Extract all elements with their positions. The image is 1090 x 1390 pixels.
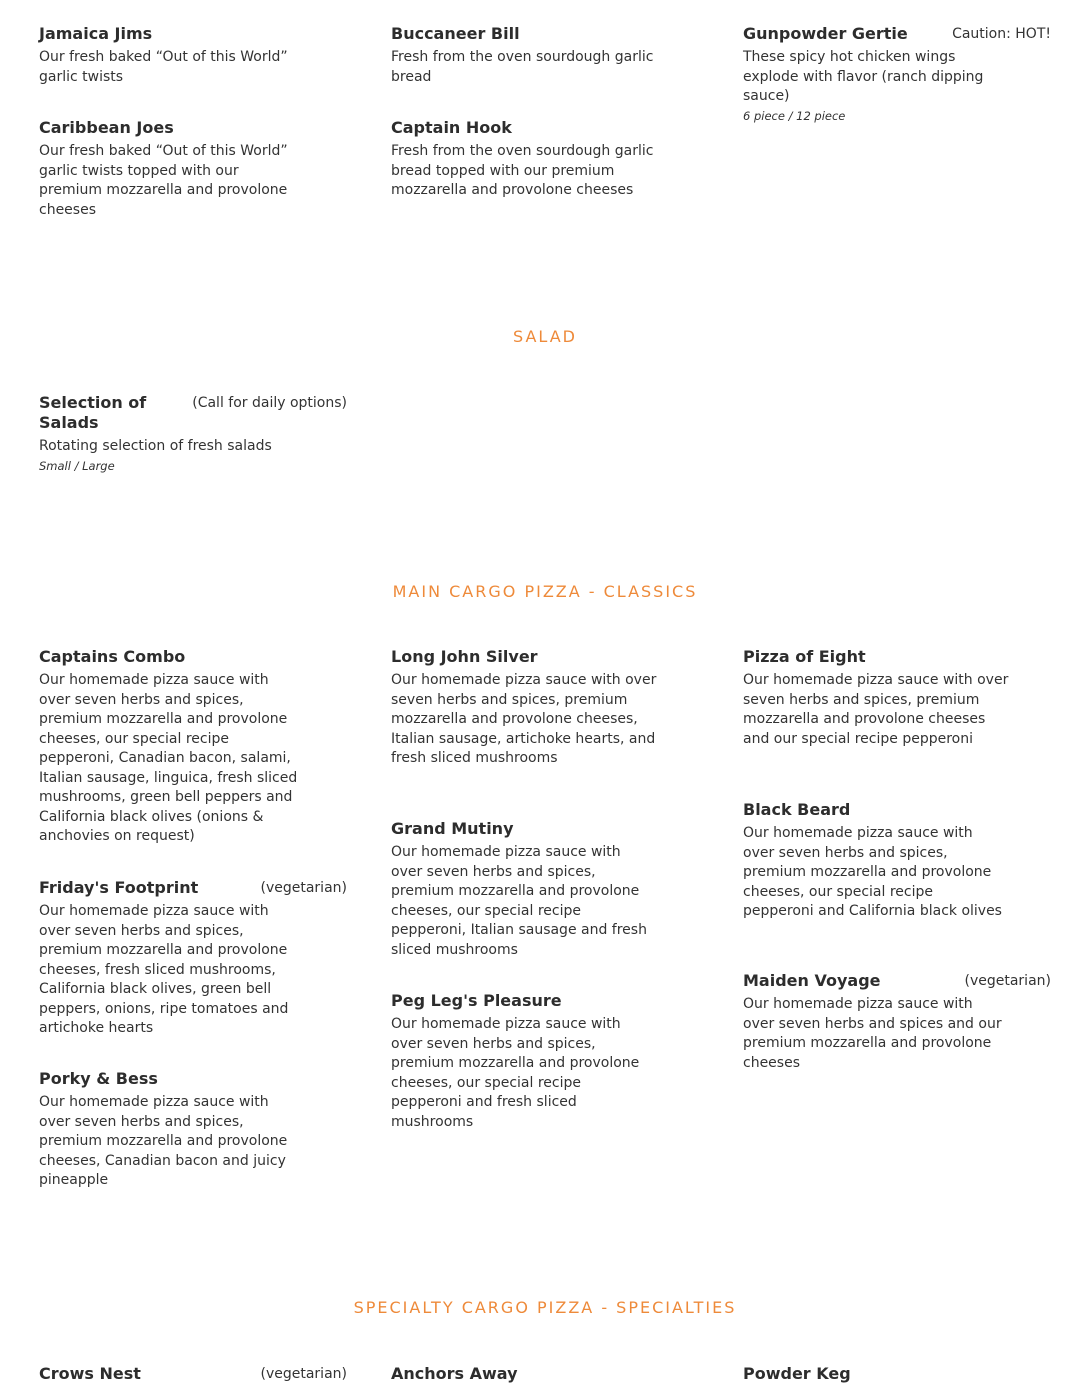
item-name: Grand Mutiny <box>391 819 514 838</box>
item-name: Pizza of Eight <box>743 647 866 666</box>
item-description: Fresh from the oven sourdough garlic bread topped with our premium mozzarella and provolone cheeses <box>391 143 654 198</box>
item-description: Our fresh baked “Out of this World” garlic twists <box>39 49 288 85</box>
menu-item <box>39 647 347 847</box>
item-name: Maiden Voyage <box>743 971 881 990</box>
item-name: Porky & Bess <box>39 1069 158 1088</box>
menu-item <box>743 647 1051 749</box>
section-title-classics: MAIN CARGO PIZZA - CLASSICS <box>392 582 698 601</box>
item-name: Caribbean Joes <box>39 118 174 137</box>
item-note: Caution: HOT! <box>952 26 1051 42</box>
item-name: Black Beard <box>743 800 851 819</box>
menu-item <box>39 878 347 1039</box>
menu-item <box>39 118 347 220</box>
item-note: (vegetarian) <box>964 973 1051 989</box>
menu-item <box>391 24 699 87</box>
menu-item <box>391 1364 699 1384</box>
menu-item <box>743 24 1051 125</box>
menu-item <box>391 991 699 1132</box>
item-note: (vegetarian) <box>260 1366 347 1382</box>
menu-item <box>39 1364 347 1384</box>
item-name: Captains Combo <box>39 647 186 666</box>
item-name: Anchors Away <box>391 1364 518 1383</box>
menu-item <box>39 393 347 475</box>
section-title-specialties: SPECIALTY CARGO PIZZA - SPECIALTIES <box>353 1298 737 1317</box>
menu-item <box>39 24 347 87</box>
item-description: Our fresh baked “Out of this World” garlic twists topped with our premium mozzarella and provolone cheeses <box>39 143 288 218</box>
menu-item <box>391 118 699 201</box>
item-size-options: 6 piece / 12 piece <box>743 108 846 123</box>
item-description: Fresh from the oven sourdough garlic bread <box>391 49 654 85</box>
menu-item <box>743 1364 1051 1384</box>
menu-item <box>391 819 699 960</box>
item-description: Our homemade pizza sauce with over seven herbs and spices, premium mozzarella and provolone cheeses, our special recipe pepperoni and fresh sliced mushrooms <box>391 1016 640 1130</box>
item-name: Long John Silver <box>391 647 538 666</box>
item-description: Our homemade pizza sauce with over seven herbs and spices, premium mozzarella and provolone cheeses, Italian sausage, artichoke hearts, and fresh sliced mushrooms <box>391 672 657 766</box>
item-description: These spicy hot chicken wings explode with flavor (ranch dipping sauce) <box>743 49 984 104</box>
item-name: Buccaneer Bill <box>391 24 520 43</box>
item-name: Jamaica Jims <box>39 24 153 43</box>
item-name: Captain Hook <box>391 118 512 137</box>
item-description: Rotating selection of fresh salads <box>39 438 272 454</box>
menu-item <box>743 800 1051 922</box>
item-size-options: Small / Large <box>39 458 115 473</box>
menu-item <box>391 647 699 769</box>
menu-item <box>743 971 1051 1073</box>
item-description: Our homemade pizza sauce with over seven herbs and spices, premium mozzarella and provolone cheeses, our special recipe pepperoni, Canadian bacon, salami, Italian sausage, linguica, fresh sliced mushrooms, green bell peppers and California black olives (onions & anchovies on request) <box>39 672 298 844</box>
item-name: Friday's Footprint <box>39 878 199 897</box>
item-description: Our homemade pizza sauce with over seven herbs and spices, premium mozzarella and provolone cheeses, Canadian bacon and juicy pineapple <box>39 1094 288 1188</box>
item-name: Gunpowder Gertie <box>743 24 908 43</box>
item-description: Our homemade pizza sauce with over seven herbs and spices, premium mozzarella and provolone cheeses, our special recipe pepperoni and California black olives <box>743 825 1002 919</box>
item-name: Peg Leg's Pleasure <box>391 991 562 1010</box>
item-description: Our homemade pizza sauce with over seven herbs and spices, premium mozzarella and provolone cheeses and our special recipe pepperoni <box>743 672 1009 747</box>
section-title-salad: SALAD <box>513 327 577 346</box>
item-name: Selection of Salads <box>39 393 147 432</box>
item-description: Our homemade pizza sauce with over seven herbs and spices and our premium mozzarella and provolone cheeses <box>743 996 1002 1071</box>
item-note: (vegetarian) <box>260 880 347 896</box>
item-description: Our homemade pizza sauce with over seven herbs and spices, premium mozzarella and provolone cheeses, our special recipe pepperoni, Italian sausage and fresh sliced mushrooms <box>391 844 647 958</box>
item-description: Our homemade pizza sauce with over seven herbs and spices, premium mozzarella and provolone cheeses, fresh sliced mushrooms, California black olives, green bell peppers, onions, ripe tomatoes and artichoke hearts <box>39 903 289 1036</box>
menu-item <box>39 1069 347 1191</box>
item-note: (Call for daily options) <box>192 395 347 411</box>
item-name: Powder Keg <box>743 1364 851 1383</box>
item-name: Crows Nest <box>39 1364 141 1383</box>
